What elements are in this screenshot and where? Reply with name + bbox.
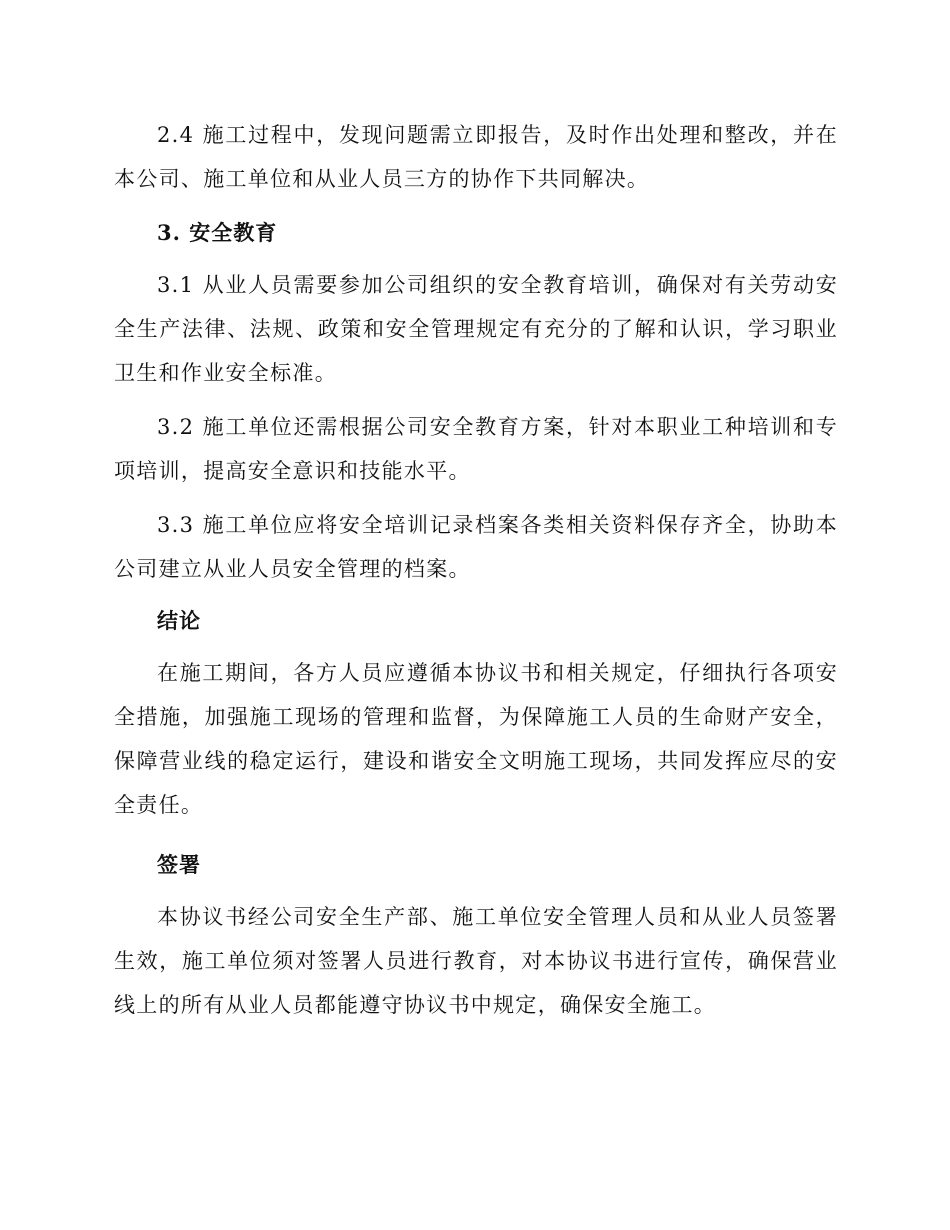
heading-signature: 签署 xyxy=(157,852,201,877)
heading-conclusion: 结论 xyxy=(157,608,201,633)
paragraph-3-2: 3.2 施工单位还需根据公司安全教育方案，针对本职业工种培训和专项培训，提高安全意识和技能水平。 xyxy=(114,415,838,483)
paragraph-signature: 本协议书经公司安全生产部、施工单位安全管理人员和从业人员签署生效，施工单位须对签署人员进行教育，对本协议书进行宣传，确保营业线上的所有从业人员都能遵守协议书中规定，确保安全施工。 xyxy=(114,905,838,1017)
heading-safety-education: 3. 安全教育 xyxy=(157,220,278,245)
paragraph-3-3: 3.3 施工单位应将安全培训记录档案各类相关资料保存齐全，协助本公司建立从业人员安全管理的档案。 xyxy=(114,513,838,581)
paragraph-2-4: 2.4 施工过程中，发现问题需立即报告，及时作出处理和整改，并在本公司、施工单位和从业人员三方的协作下共同解决。 xyxy=(114,123,838,191)
paragraph-conclusion: 在施工期间，各方人员应遵循本协议书和相关规定，仔细执行各项安全措施，加强施工现场的管理和监督，为保障施工人员的生命财产安全，保障营业线的稳定运行，建设和谐安全文明施工现场，共同发挥应尽的安全责任。 xyxy=(114,661,838,817)
paragraph-3-1: 3.1 从业人员需要参加公司组织的安全教育培训，确保对有关劳动安全生产法律、法规、政策和安全管理规定有充分的了解和认识，学习职业卫生和作业安全标准。 xyxy=(114,273,838,385)
